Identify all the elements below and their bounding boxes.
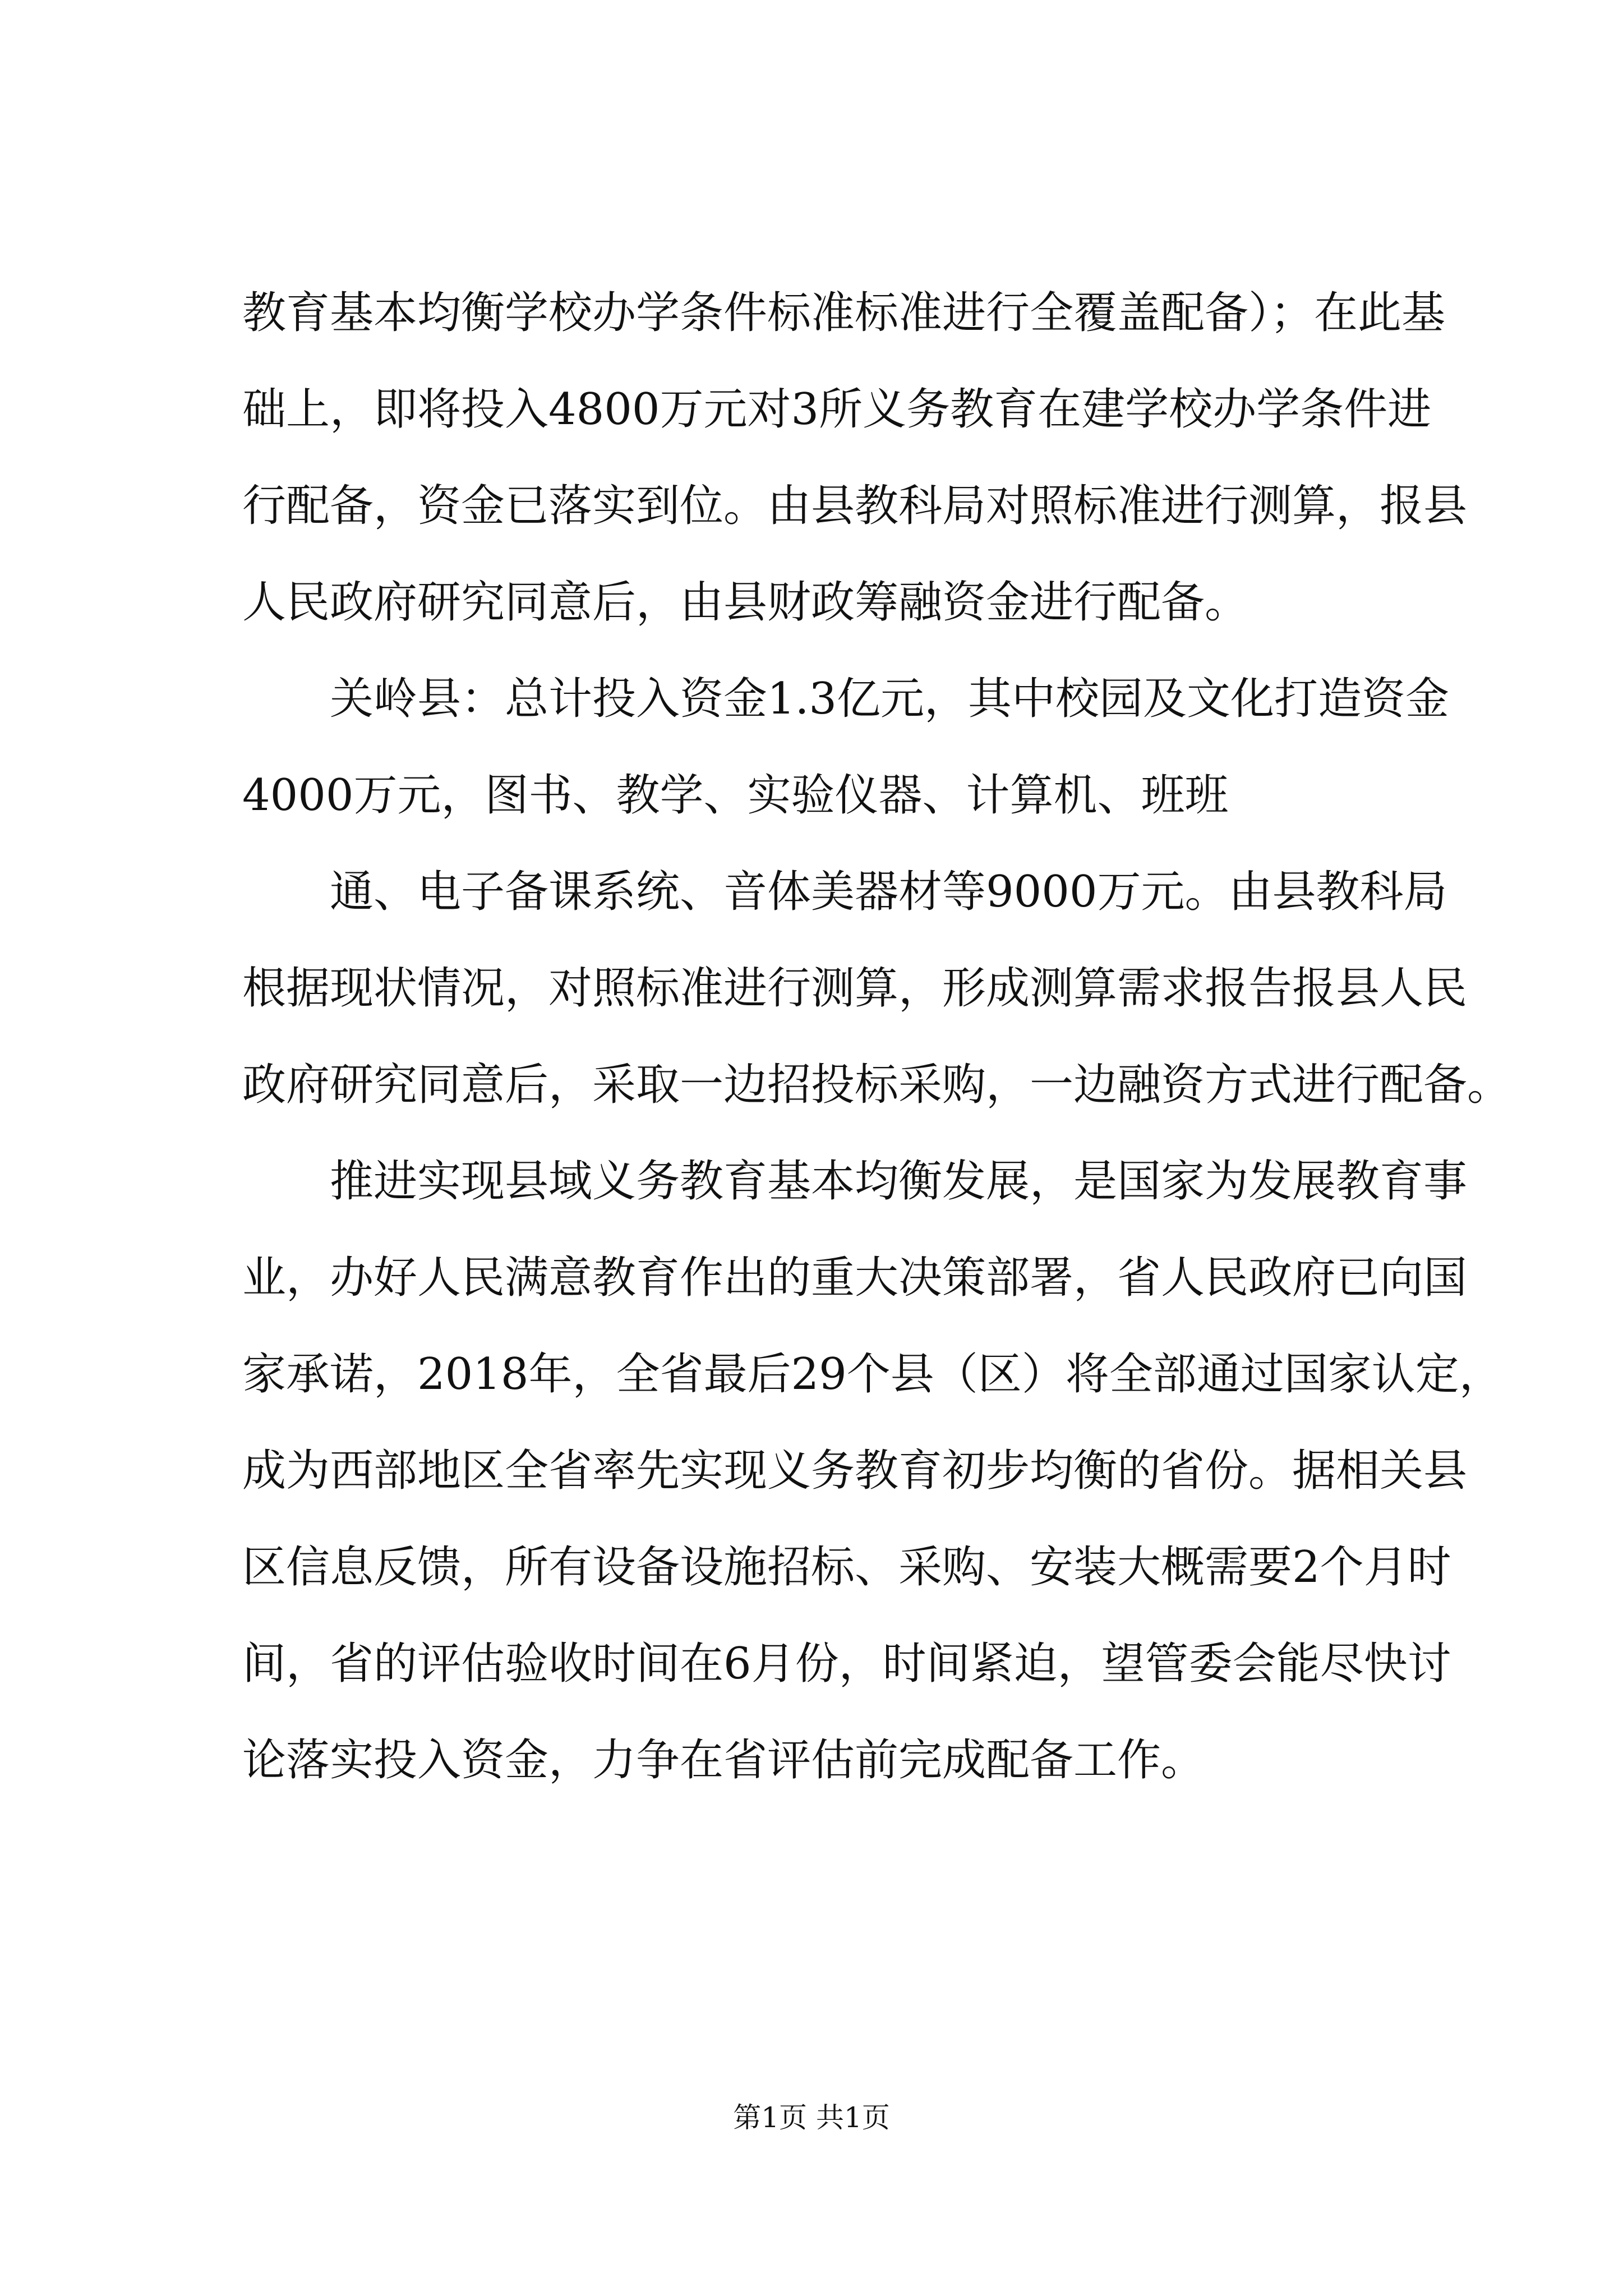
text-line: 成为西部地区全省率先实现义务教育初步均衡的省份。据相关县 [242,1446,1468,1496]
document-body [242,265,1511,1809]
text-line: 人民政府研究同意后，由县财政筹融资金进行配备。 [242,577,1249,628]
text-line: 推进实现县域义务教育基本均衡发展，是国家为发展教育事 [330,1156,1468,1207]
text-line: 间，省的评估验收时间在6月份，时间紧迫，望管委会能尽快讨 [242,1639,1451,1689]
text-line: 家承诺，2018年，全省最后29个县（区）将全部通过国家认定， [242,1349,1503,1400]
text-line: 教育基本均衡学校办学条件标准标准进行全覆盖配备）；在此基 [242,288,1446,338]
text-line: 关岭县：总计投入资金1.3亿元，其中校园及文化打造资金 [330,674,1450,724]
text-line: 根据现状情况，对照标准进行测算，形成测算需求报告报县人民 [242,963,1468,1014]
text-line: 行配备，资金已落实到位。由县教科局对照标准进行测算，报县 [242,481,1468,531]
text-line: 4000万元，图书、教学、实验仪器、计算机、班班 [242,770,1229,821]
text-line: 区信息反馈，所有设备设施招标、采购、安装大概需要2个月时 [242,1542,1451,1593]
text-line: 础上，即将投入4800万元对3所义务教育在建学校办学条件进 [242,384,1432,435]
text-line: 通、电子备课系统、音体美器材等9000万元。由县教科局 [330,867,1447,917]
text-line: 政府研究同意后，采取一边招投标采购，一边融资方式进行配备。 [242,1060,1511,1110]
page-number: 第1页 共1页 [733,2101,890,2134]
page-footer [0,2101,1623,2134]
text-line: 业，办好人民满意教育作出的重大决策部署，省人民政府已向国 [242,1253,1468,1303]
text-line: 论落实投入资金，力争在省评估前完成配备工作。 [242,1735,1205,1786]
